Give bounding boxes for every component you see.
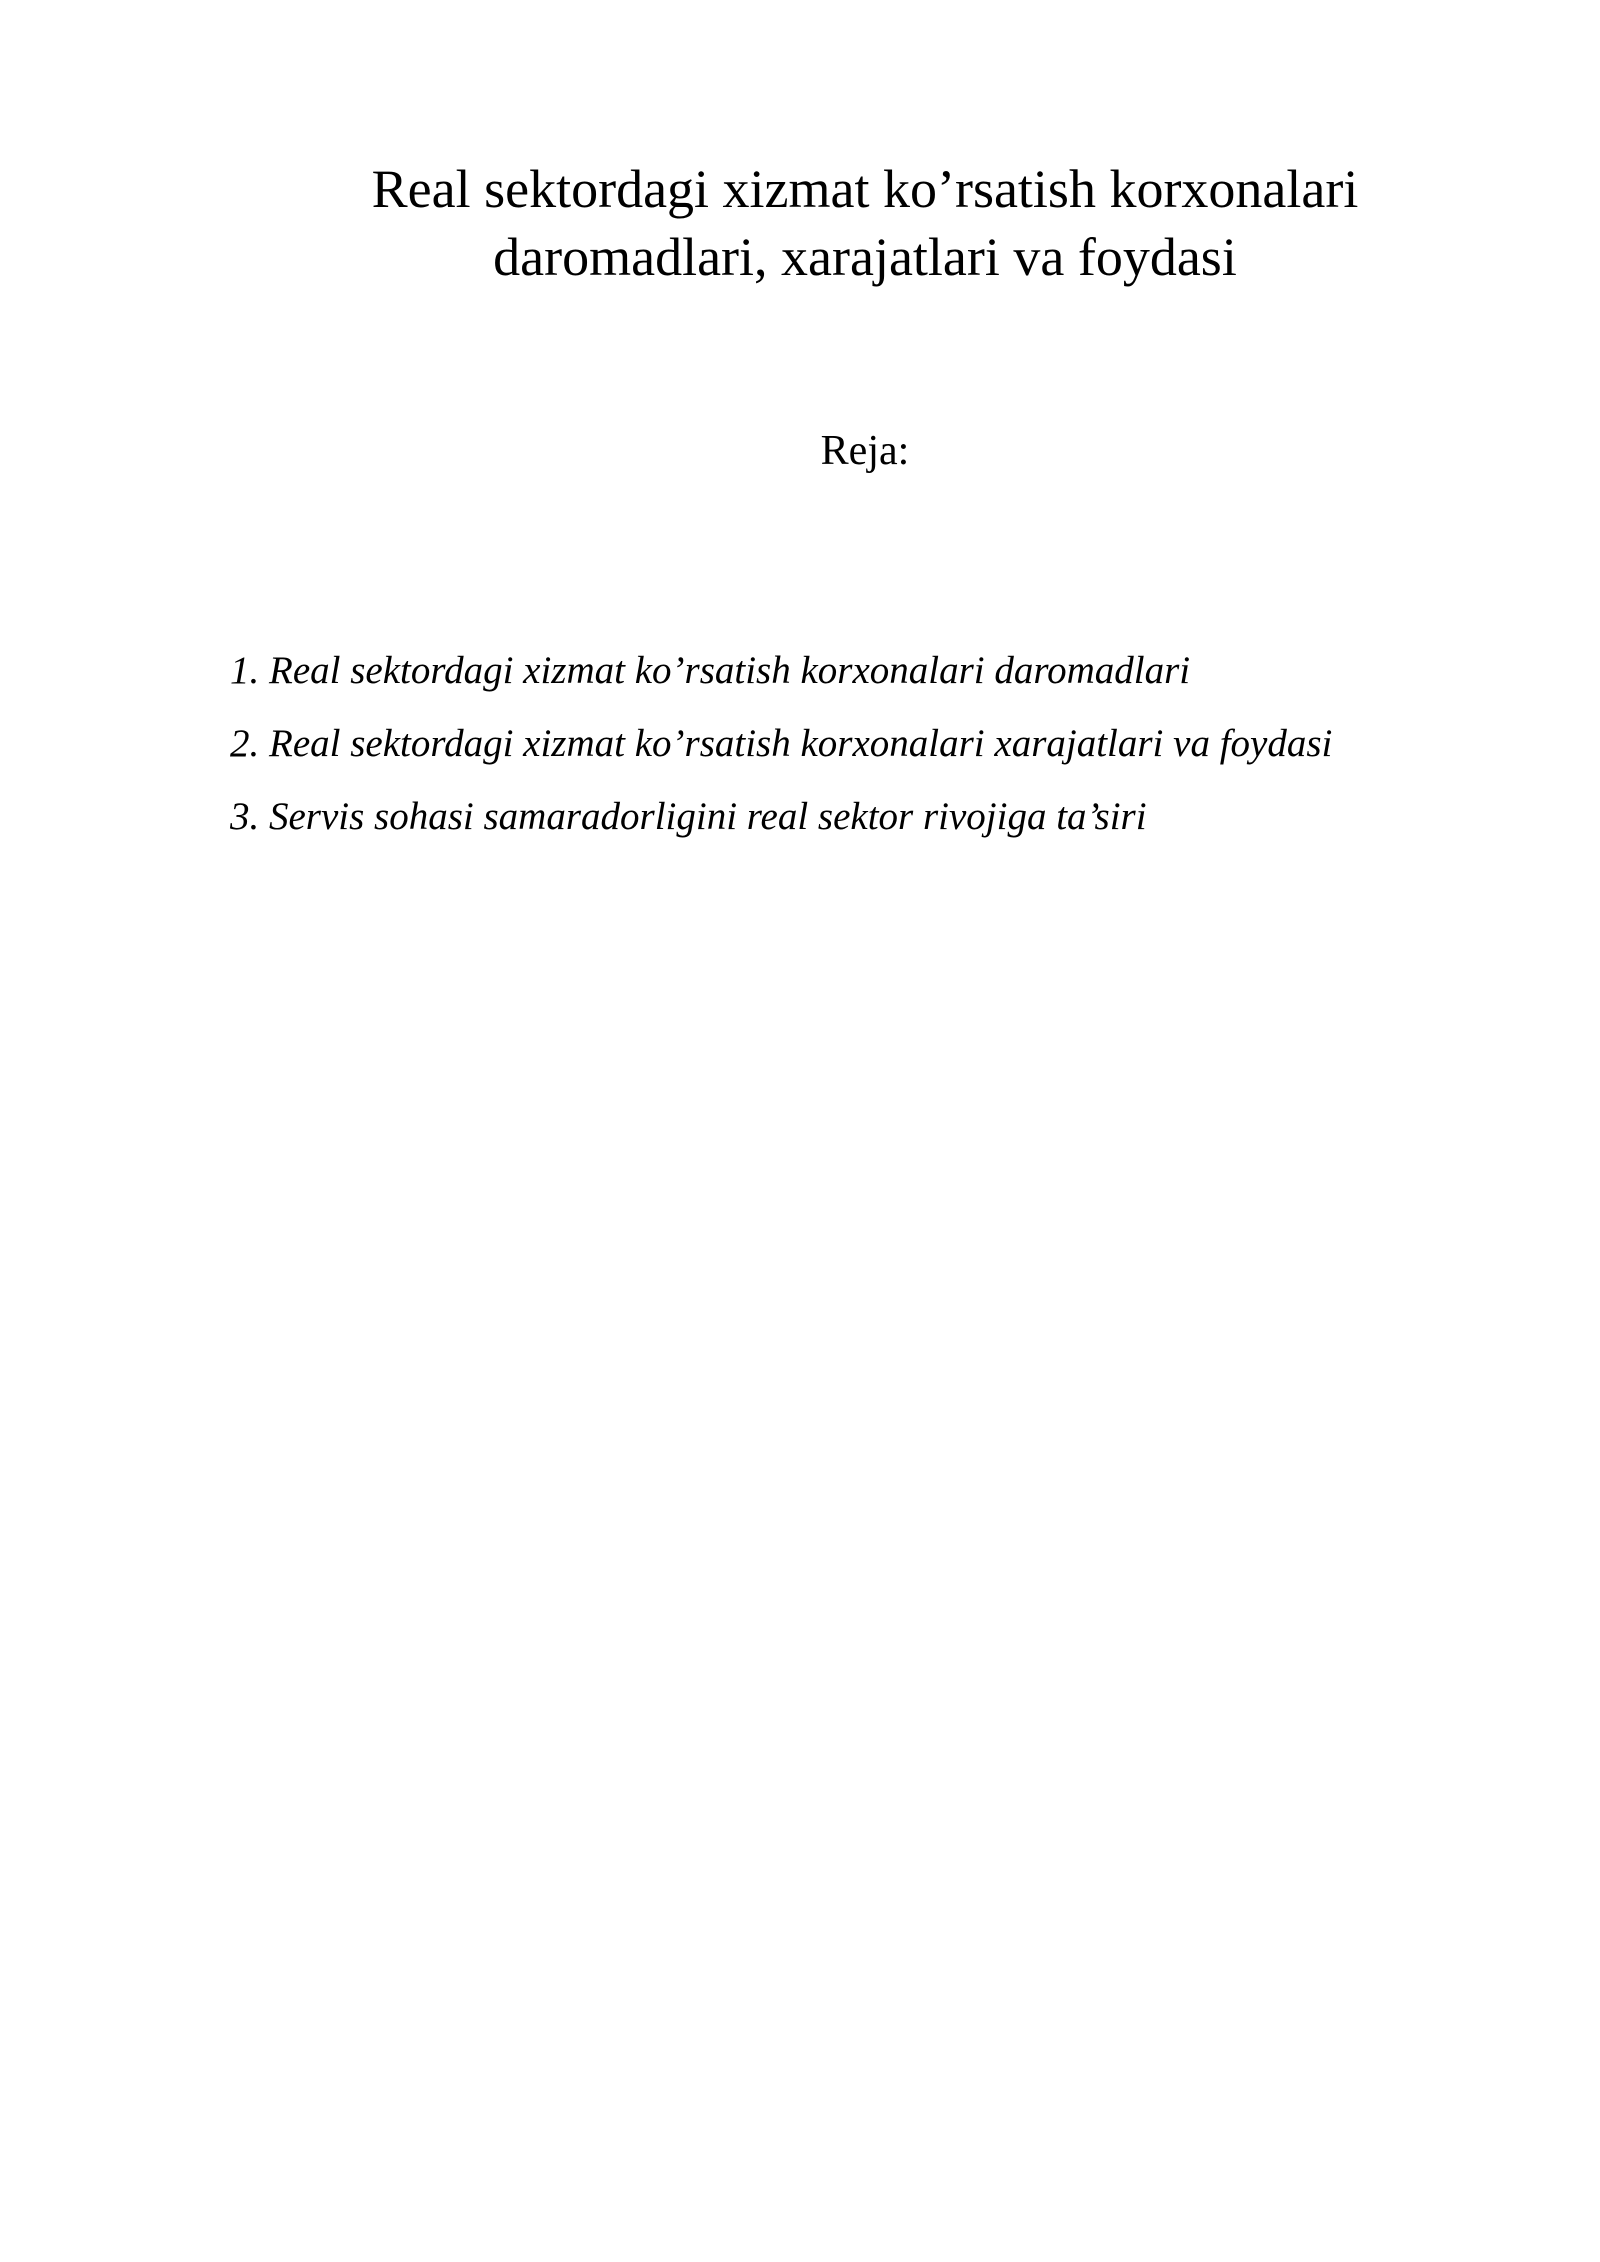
plan-item: 1. Real sektordagi xizmat ko’rsatish korxonalari daromadlari xyxy=(230,649,1191,692)
title-line-2: daromadlari, xarajatlari va foydasi xyxy=(493,227,1237,287)
plan-heading: Reja: xyxy=(820,428,910,474)
plan-item: 3. Servis sohasi samaradorligini real sektor rivojiga ta’siri xyxy=(230,795,1147,838)
plan-list xyxy=(230,645,1332,864)
plan-item: 2. Real sektordagi xizmat ko’rsatish korxonalari xarajatlari va foydasi xyxy=(230,722,1333,765)
title-line-1: Real sektordagi xizmat ko’rsatish korxonalari xyxy=(371,159,1359,219)
document-title xyxy=(240,155,1490,291)
